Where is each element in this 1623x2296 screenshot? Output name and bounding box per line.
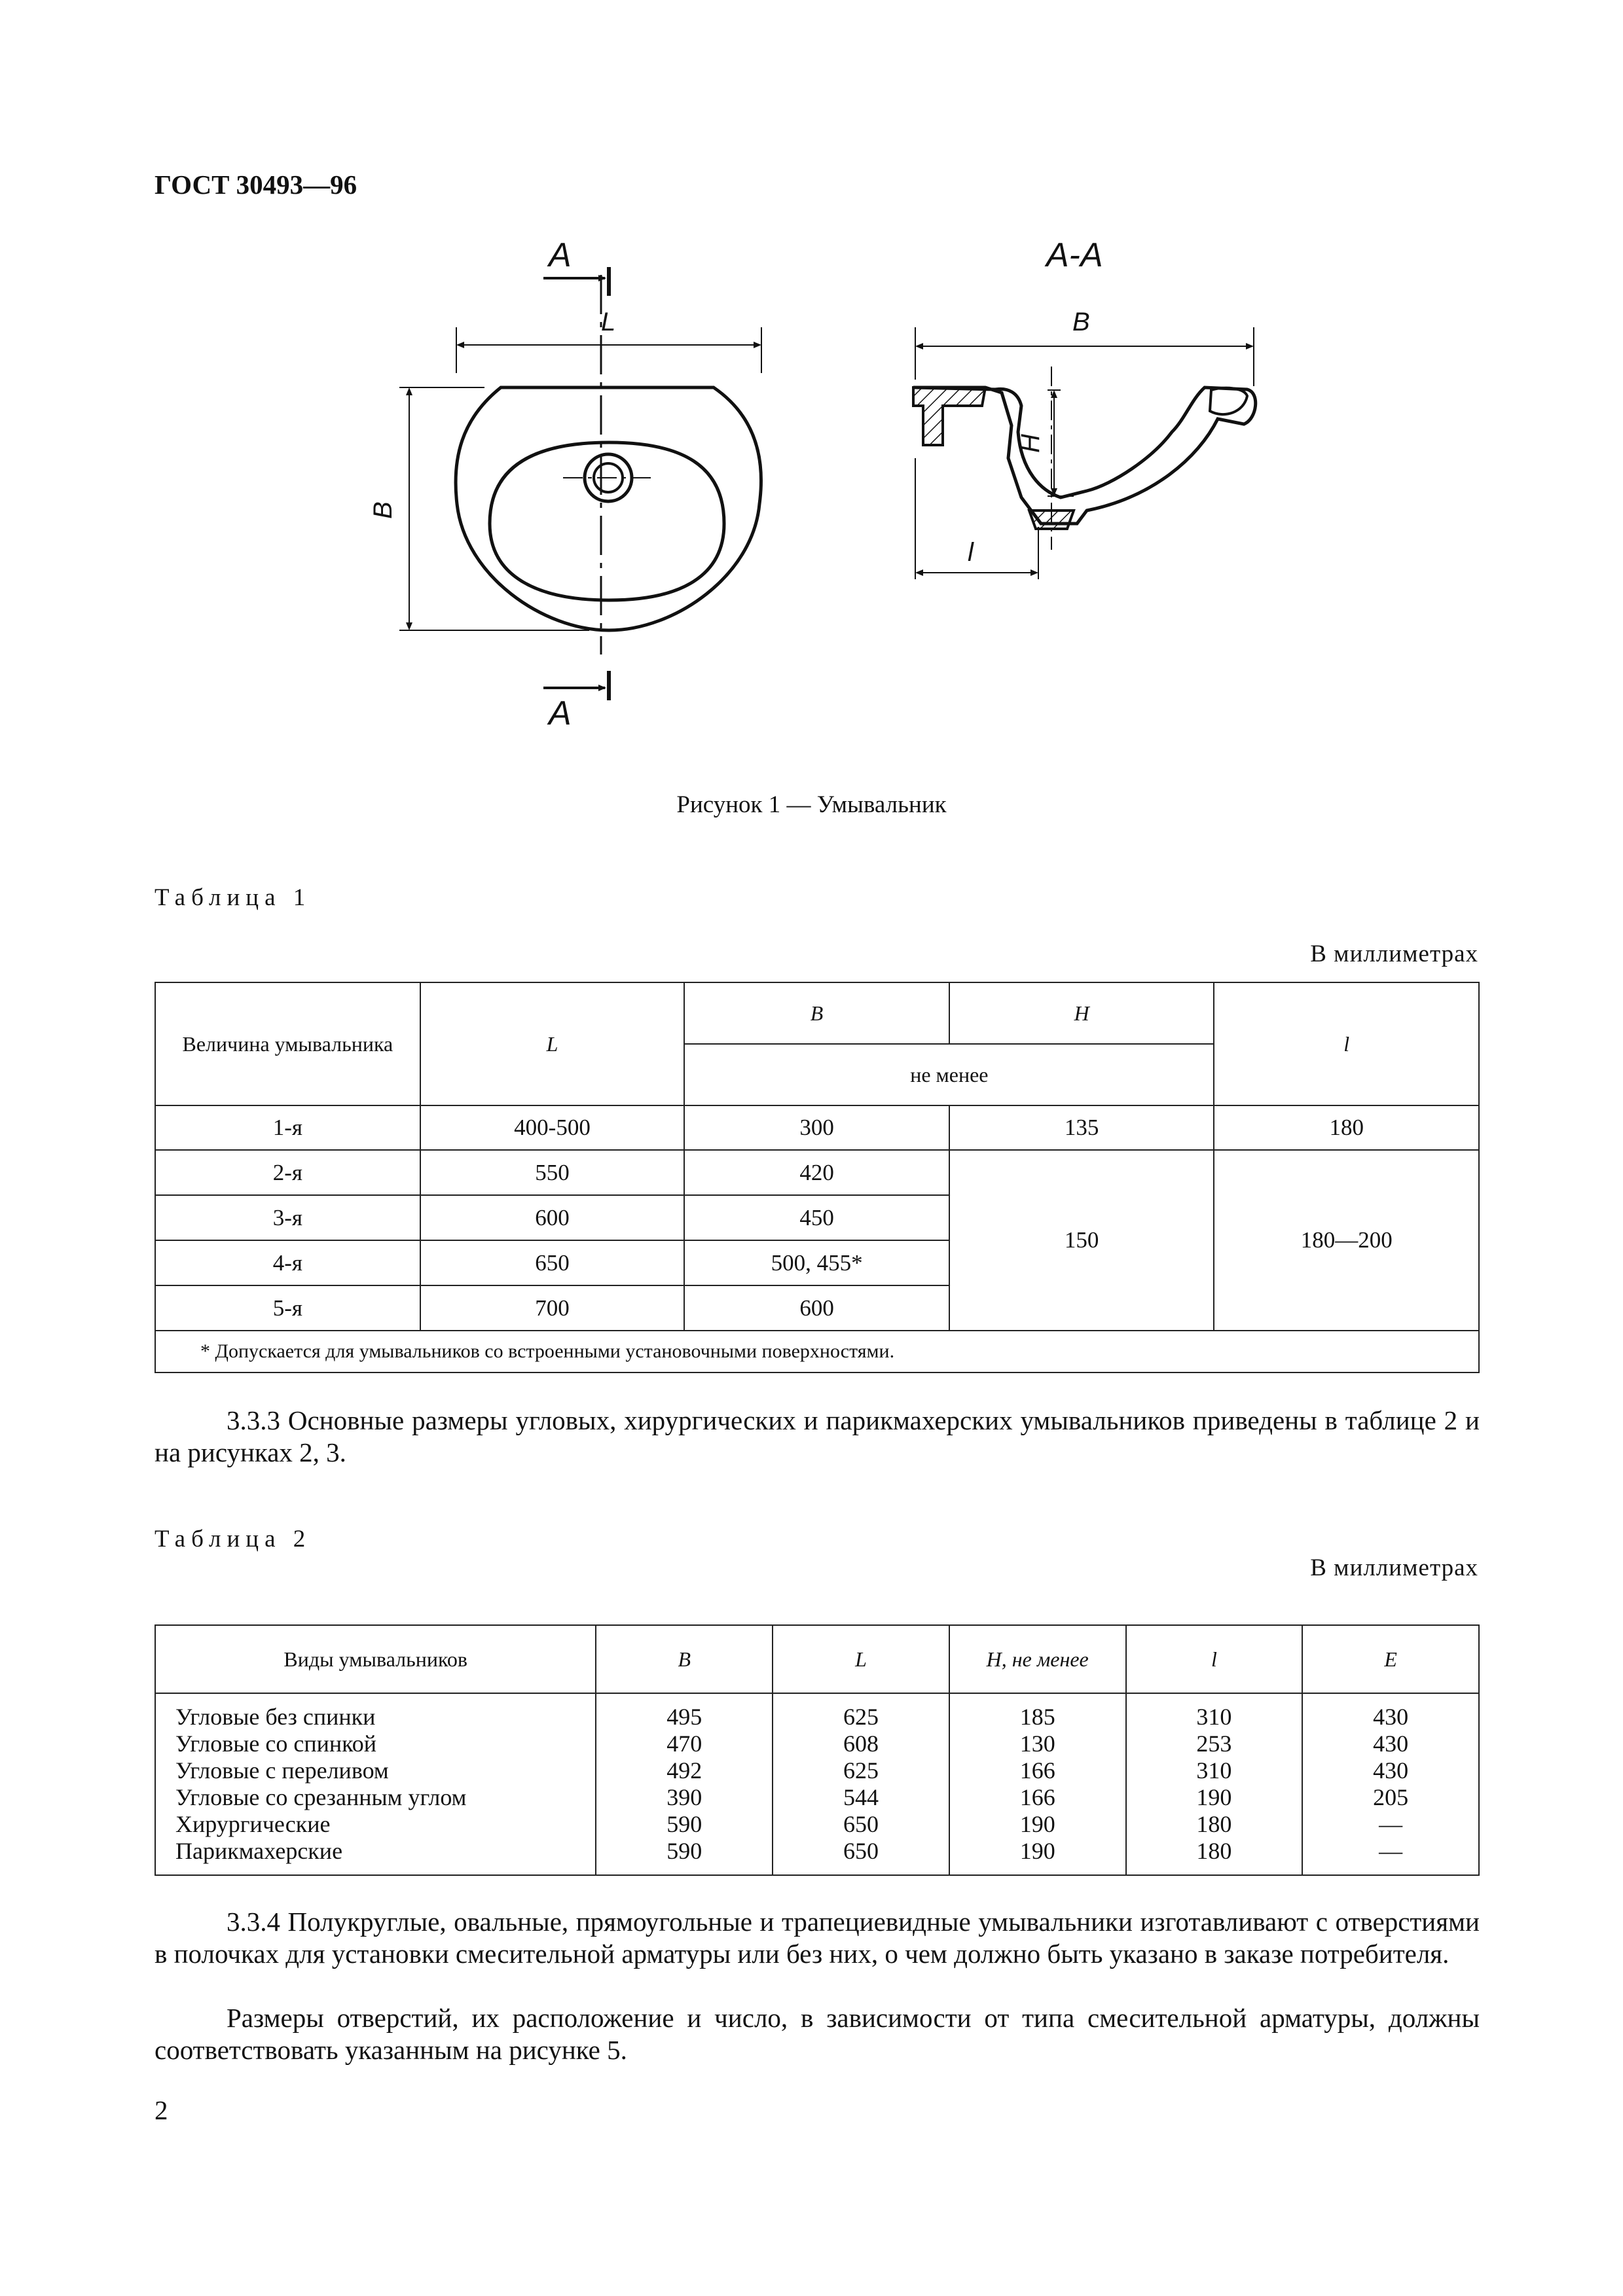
- cell-B: 300: [684, 1105, 949, 1150]
- figure-1-drawing: [0, 0, 1623, 772]
- table-1-label: Таблица 1: [155, 884, 312, 911]
- paragraph-3-3-4: 3.3.4 Полукруглые, овальные, прямоугольные и трапециевидные умывальники изготавливают с отверстиями в полочках для установки смесительной арматуры или без них, о чем должно быть указано в заказе потребителя.: [155, 1907, 1480, 1969]
- cell-type: Угловые с переливом: [155, 1757, 596, 1784]
- cell-E: 430: [1302, 1757, 1479, 1784]
- cell-l: 253: [1126, 1731, 1303, 1757]
- dimension-label-L: L: [601, 308, 616, 336]
- table-1: [155, 982, 1480, 1373]
- dimension-label-H: H: [1015, 434, 1045, 453]
- cell-B: 450: [684, 1195, 949, 1240]
- figure-caption: Рисунок 1 — Умывальник: [676, 791, 947, 818]
- header-size: Величина умывальника: [155, 982, 420, 1105]
- cell-type: Угловые без спинки: [155, 1704, 596, 1731]
- table-2-label: Таблица 2: [155, 1526, 312, 1552]
- cell-l: 190: [1126, 1784, 1303, 1811]
- paragraph-3-3-3: 3.3.3 Основные размеры угловых, хирургических и парикмахерских умывальников приведены в таблице 2 и на рисунках 2, 3.: [155, 1405, 1480, 1467]
- cell-E: —: [1302, 1811, 1479, 1838]
- dimension-label-l: l: [968, 538, 974, 567]
- cell-E: —: [1302, 1838, 1479, 1865]
- header-H: [949, 1625, 1126, 1693]
- basin-top-view: [399, 267, 761, 700]
- cell-H: 190: [949, 1811, 1126, 1838]
- cell-type: Хирургические: [155, 1811, 596, 1838]
- cell-L: 625: [773, 1704, 949, 1731]
- cell-H: 135: [949, 1105, 1214, 1150]
- header-B: B: [684, 982, 949, 1044]
- document-header: ГОСТ 30493—96: [155, 170, 357, 200]
- table-1-units: В миллиметрах: [1310, 941, 1478, 967]
- table-row: [155, 1731, 1479, 1757]
- table-row: [155, 1105, 1479, 1150]
- cell-size: 5-я: [155, 1285, 420, 1331]
- header-not-less: не менее: [684, 1044, 1214, 1105]
- section-label-aa: A-A: [1046, 236, 1103, 274]
- header-type: Виды умывальников: [155, 1625, 596, 1693]
- section-label-top: A: [549, 236, 572, 274]
- cell-l: 180: [1214, 1105, 1479, 1150]
- cell-L: 550: [420, 1150, 685, 1195]
- cell-B: 492: [596, 1757, 773, 1784]
- table-2: [155, 1624, 1480, 1876]
- table-row: [155, 1784, 1479, 1811]
- cell-B: 590: [596, 1811, 773, 1838]
- table-2-units: В миллиметрах: [1310, 1554, 1478, 1581]
- cell-H: 185: [949, 1704, 1126, 1731]
- header-E: E: [1302, 1625, 1479, 1693]
- cell-L: 650: [773, 1838, 949, 1865]
- cell-L: 625: [773, 1757, 949, 1784]
- cell-l-merged: 180—200: [1214, 1150, 1479, 1331]
- cell-size: 2-я: [155, 1150, 420, 1195]
- cell-B: 420: [684, 1150, 949, 1195]
- cell-L: 600: [420, 1195, 685, 1240]
- cell-L: 608: [773, 1731, 949, 1757]
- cell-size: 4-я: [155, 1240, 420, 1285]
- cell-E: 430: [1302, 1704, 1479, 1731]
- cell-B: 600: [684, 1285, 949, 1331]
- header-H-text: H, не менее: [986, 1647, 1089, 1671]
- cell-type: Угловые со срезанным углом: [155, 1784, 596, 1811]
- table-row: [155, 1150, 1479, 1195]
- dimension-label-B-left: B: [368, 501, 397, 519]
- dimension-label-B-right: B: [1072, 308, 1090, 336]
- cell-type: Парикмахерские: [155, 1838, 596, 1865]
- cell-E: 205: [1302, 1784, 1479, 1811]
- section-label-bottom: A: [549, 694, 572, 732]
- table-row: [155, 1704, 1479, 1731]
- cell-L: 400-500: [420, 1105, 685, 1150]
- cell-L: 544: [773, 1784, 949, 1811]
- table-row: [155, 1757, 1479, 1784]
- cell-B: 390: [596, 1784, 773, 1811]
- header-L: L: [420, 982, 685, 1105]
- cell-L: 650: [773, 1811, 949, 1838]
- page-number: 2: [155, 2095, 168, 2125]
- cell-l: 310: [1126, 1757, 1303, 1784]
- cell-size: 1-я: [155, 1105, 420, 1150]
- cell-B: 470: [596, 1731, 773, 1757]
- cell-B: 590: [596, 1838, 773, 1865]
- header-L: L: [773, 1625, 949, 1693]
- table-row: [155, 1838, 1479, 1865]
- header-l: l: [1126, 1625, 1303, 1693]
- cell-H: 166: [949, 1784, 1126, 1811]
- cell-l: 180: [1126, 1838, 1303, 1865]
- cell-H: 190: [949, 1838, 1126, 1865]
- table-row: [155, 1811, 1479, 1838]
- cell-B: 495: [596, 1704, 773, 1731]
- cell-H: 166: [949, 1757, 1126, 1784]
- basin-section-view: [913, 327, 1256, 579]
- cell-H: 130: [949, 1731, 1126, 1757]
- table-1-footnote: * Допускается для умывальников со встроенными установочными поверхностями.: [155, 1331, 1479, 1372]
- cell-type: Угловые со спинкой: [155, 1731, 596, 1757]
- cell-L: 700: [420, 1285, 685, 1331]
- header-B: B: [596, 1625, 773, 1693]
- cell-l: 180: [1126, 1811, 1303, 1838]
- header-l: l: [1214, 982, 1479, 1105]
- cell-H-merged: 150: [949, 1150, 1214, 1331]
- header-H: H: [949, 982, 1214, 1044]
- cell-l: 310: [1126, 1704, 1303, 1731]
- cell-E: 430: [1302, 1731, 1479, 1757]
- paragraph-3-3-4-continued: Размеры отверстий, их расположение и число, в зависимости от типа смесительной арматуры, должны соответствовать указанным на рисунке 5.: [155, 2003, 1480, 2065]
- cell-B: 500, 455*: [684, 1240, 949, 1285]
- cell-L: 650: [420, 1240, 685, 1285]
- cell-size: 3-я: [155, 1195, 420, 1240]
